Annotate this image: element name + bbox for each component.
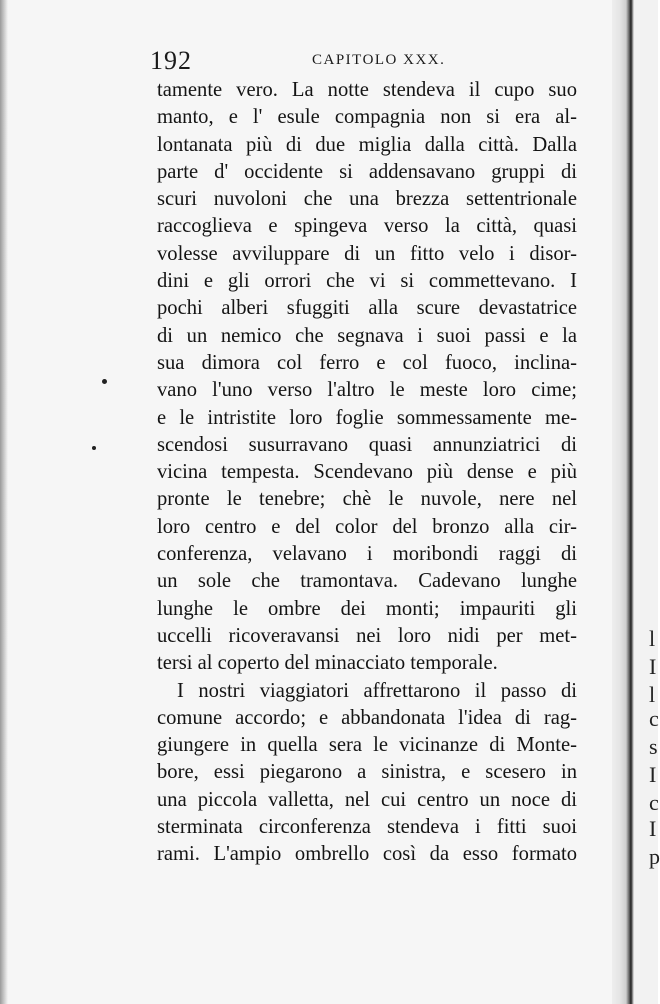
facing-page-glyph: p xyxy=(649,844,660,869)
text-line: tamente vero. La notte stendeva il cupo suo xyxy=(157,79,577,101)
text-line: bore, essi piegarono a sinistra, e scesero in xyxy=(157,761,577,784)
text-line: tersi al coperto del minacciato temporale. xyxy=(157,652,498,675)
text-line: uccelli ricoveravansi nei loro nidi per met- xyxy=(157,624,577,647)
text-line: loro centro e del color del bronzo alla cir- xyxy=(157,515,577,538)
facing-page-glyph: c xyxy=(649,706,659,731)
text-line: lontanata più di due miglia dalla città. Dalla xyxy=(157,133,577,156)
text-line: pronte le tenebre; chè le nuvole, nere nel xyxy=(157,488,577,511)
text-line: un sole che tramontava. Cadevano lunghe xyxy=(157,570,577,593)
running-head: CAPITOLO XXX. xyxy=(312,52,446,68)
text-line: e le intristite loro foglie sommessamente me- xyxy=(157,406,577,429)
text-line: sterminata circonferenza stendeva i fitti suoi xyxy=(157,816,577,839)
ink-speck xyxy=(92,446,96,450)
text-line: I nostri viaggiatori affrettarono il passo di xyxy=(177,679,577,702)
facing-page-glyph: l xyxy=(649,682,656,707)
facing-page-glyph: c xyxy=(649,790,659,815)
text-line: rami. L'ampio ombrello così da esso formato xyxy=(157,843,577,866)
text-line: sua dimora col ferro e col fuoco, inclina- xyxy=(157,351,577,374)
text-line: scuri nuvoloni che una brezza settentrionale xyxy=(157,188,577,211)
page-header xyxy=(150,44,590,74)
text-line: dini e gli orrori che vi si commettevano. I xyxy=(157,270,577,293)
text-line: volesse avviluppare di un fitto velo i disor- xyxy=(157,242,577,265)
page-left-edge-shadow xyxy=(0,0,8,1004)
text-line: scendosi susurravano quasi annunziatrici di xyxy=(157,433,577,456)
text-line: una piccola valletta, nel cui centro un noce di xyxy=(157,788,577,811)
facing-page-glyph: I xyxy=(649,762,657,787)
text-line: lunghe le ombre dei monti; impauriti gli xyxy=(157,597,577,620)
text-line: vicina tempesta. Scendevano più dense e più xyxy=(157,461,577,484)
text-line: giungere in quella sera le vicinanze di Monte- xyxy=(157,734,577,757)
facing-page-glyph: s xyxy=(649,734,658,759)
text-line: parte d' occidente si addensavano gruppi di xyxy=(157,160,577,183)
facing-page-glyph: I xyxy=(649,654,657,679)
text-line: raccoglieva e spingeva verso la città, quasi xyxy=(157,215,577,238)
ink-speck xyxy=(102,379,107,384)
body-text xyxy=(157,77,577,869)
text-line: manto, e l' esule compagnia non si era al- xyxy=(157,106,577,129)
page-number: 192 xyxy=(150,46,192,75)
text-line: pochi alberi sfuggiti alla scure devastatrice xyxy=(157,297,577,320)
text-line: conferenza, velavano i moribondi raggi di xyxy=(157,543,577,566)
facing-page-glyph: l xyxy=(649,626,656,651)
text-line: comune accordo; e abbandonata l'idea di rag- xyxy=(157,706,577,729)
text-line: vano l'uno verso l'altro le meste loro cime; xyxy=(157,379,577,402)
facing-page-glyph: I xyxy=(649,816,657,841)
text-line: di un nemico che segnava i suoi passi e la xyxy=(157,324,577,347)
